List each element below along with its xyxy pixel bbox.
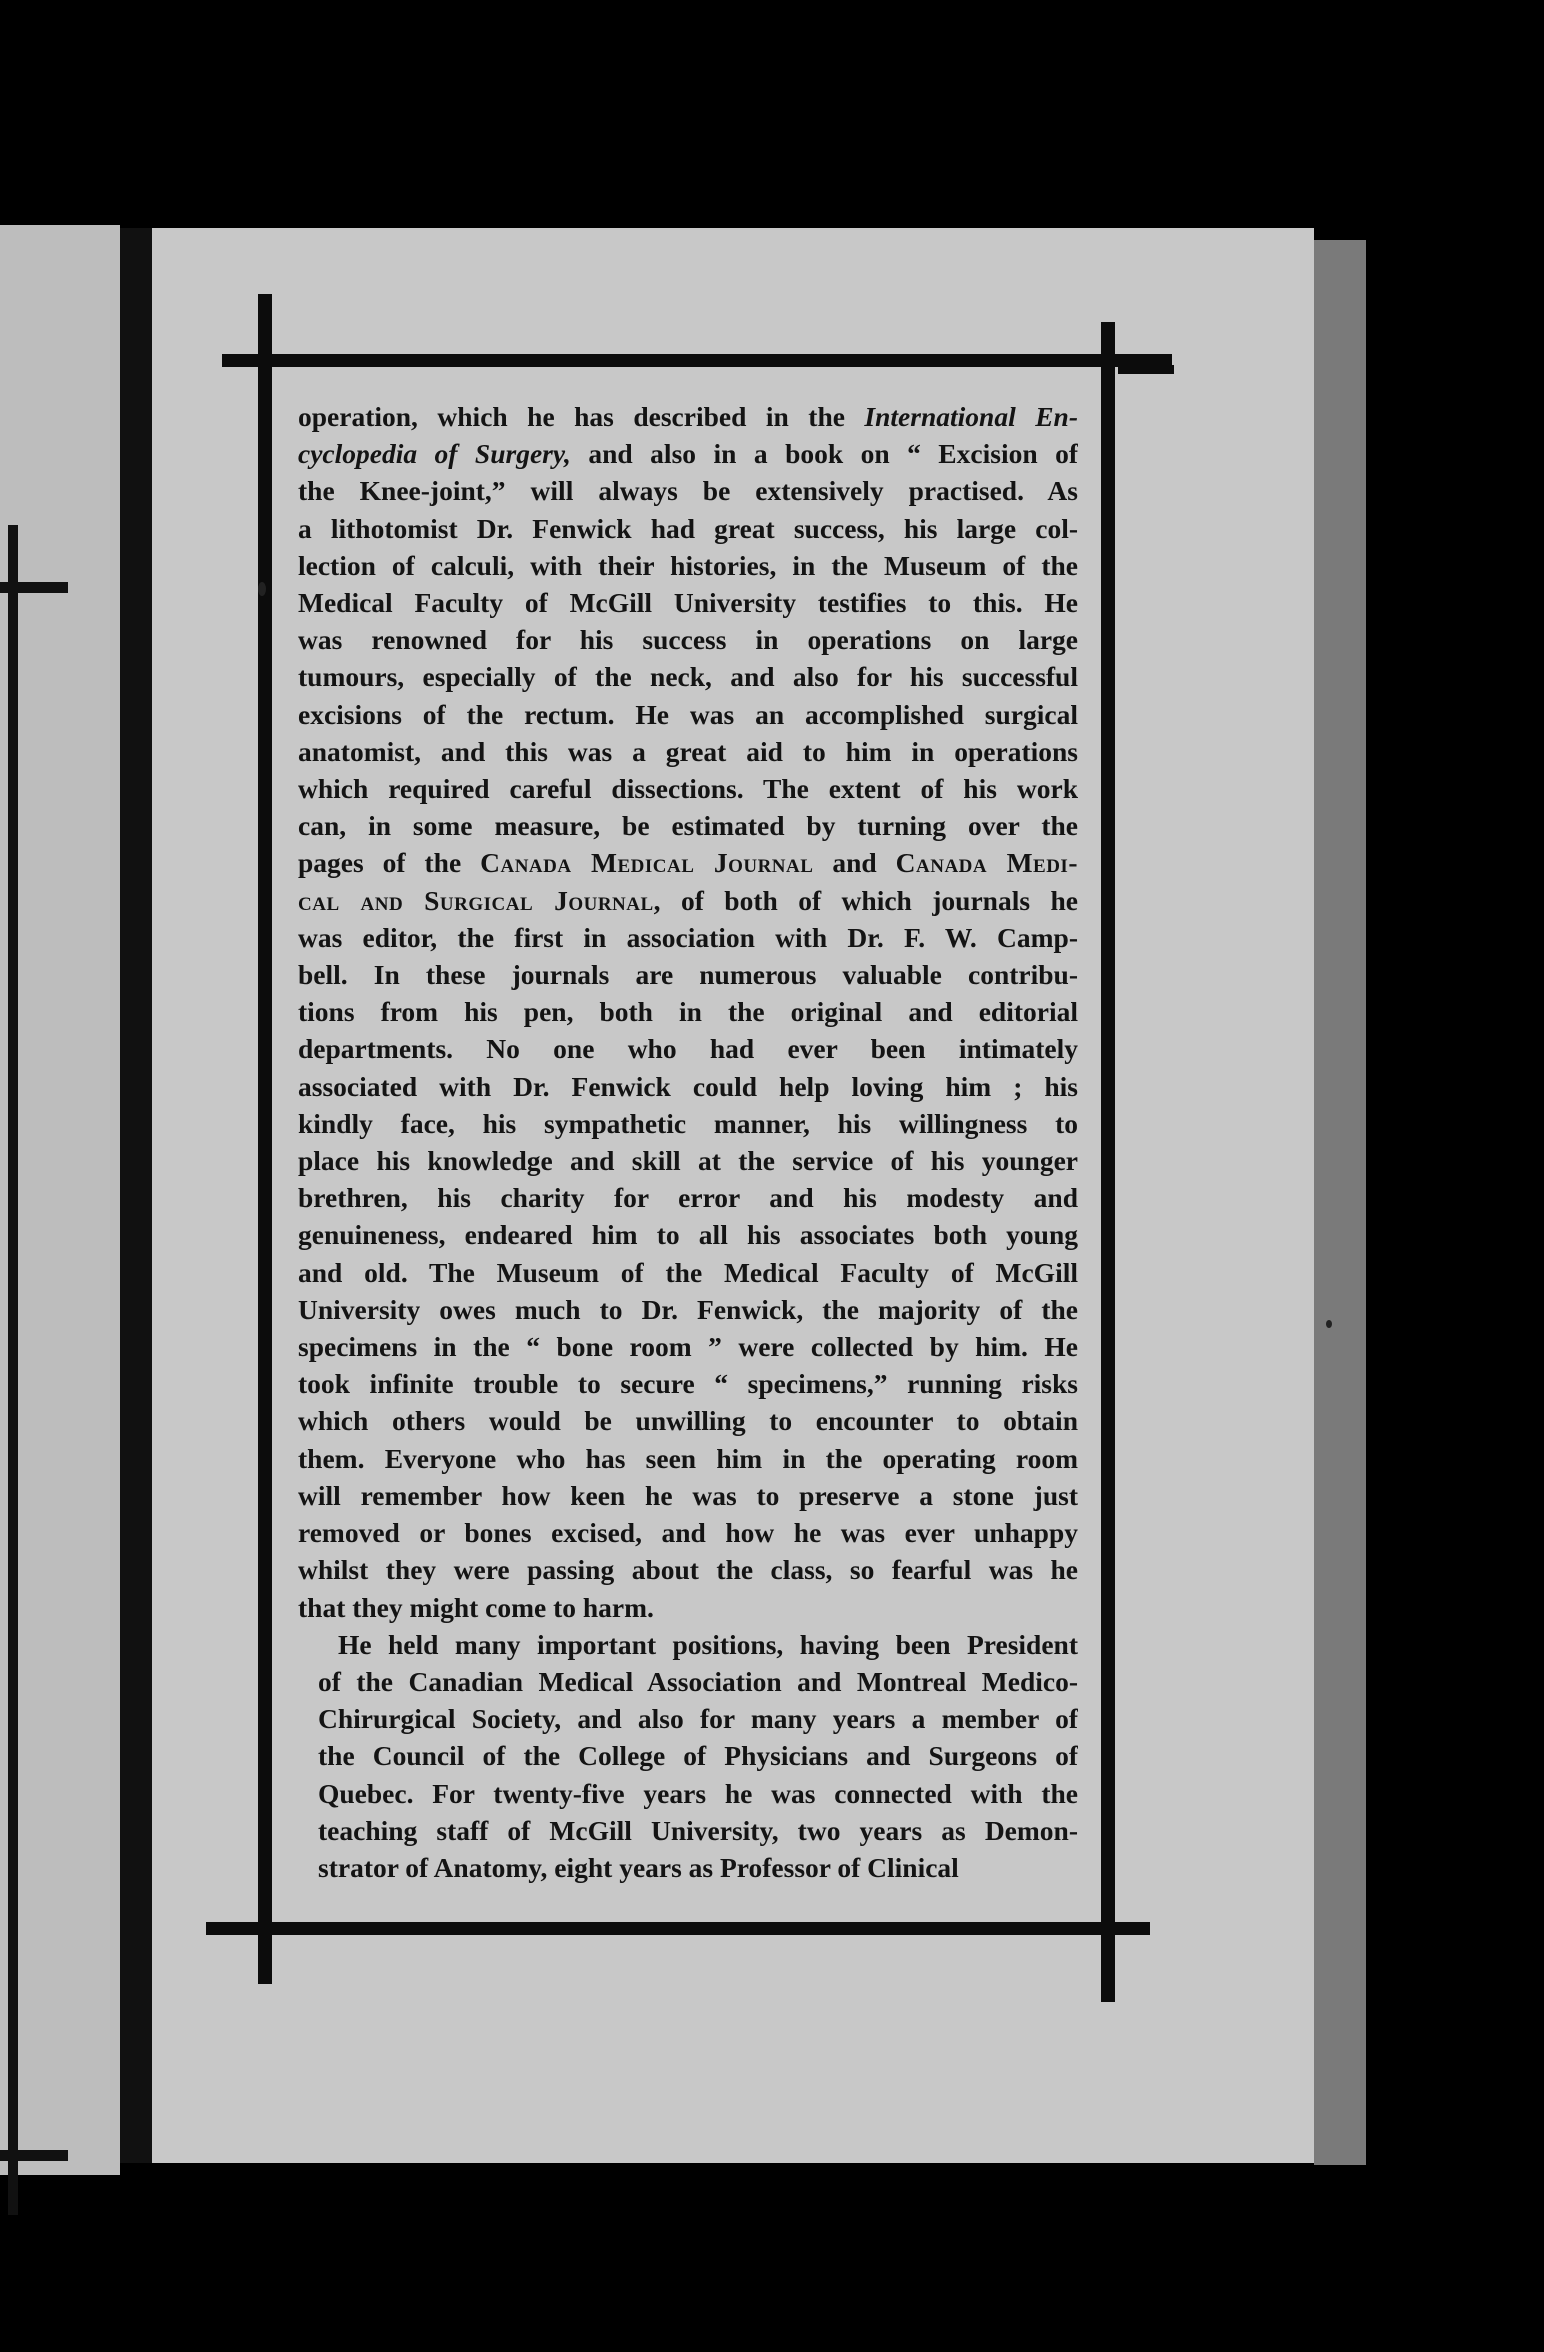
text-line xyxy=(298,844,1078,881)
text-line xyxy=(298,1440,1078,1477)
text-segment: was editor, the first in association with Dr. F. W. Camp- xyxy=(298,921,1078,953)
text-line xyxy=(298,1663,1078,1700)
text-segment: can, in some measure, be estimated by turning over the xyxy=(298,810,1078,842)
text-line xyxy=(298,658,1078,695)
text-line xyxy=(298,510,1078,547)
text-line xyxy=(298,1477,1078,1514)
text-segment: tions from his pen, both in the original and editorial xyxy=(298,996,1078,1028)
text-segment: strator of Anatomy, eight years as Professor of Clinical xyxy=(318,1851,959,1883)
text-segment: that they might come to harm. xyxy=(298,1591,654,1623)
text-segment: teaching staff of McGill University, two years as Demon- xyxy=(318,1814,1078,1846)
text-line xyxy=(298,1775,1078,1812)
text-segment: specimens in the “ bone room ” were collected by him. He xyxy=(298,1331,1078,1363)
text-segment: cyclopedia of Surgery, xyxy=(298,438,571,470)
text-line xyxy=(298,584,1078,621)
text-segment: Canada Medical Journal xyxy=(480,847,814,879)
text-segment: anatomist, and this was a great aid to him in operations xyxy=(298,735,1078,767)
text-segment: them. Everyone who has seen him in the operating room xyxy=(298,1442,1078,1474)
text-line xyxy=(298,696,1078,733)
text-segment: was renowned for his success in operations on large xyxy=(298,624,1078,656)
text-line xyxy=(298,1291,1078,1328)
text-segment: and old. The Museum of the Medical Faculty of McGill xyxy=(298,1256,1078,1288)
text-line xyxy=(298,807,1078,844)
text-segment: pages of the xyxy=(298,847,481,879)
paragraph xyxy=(298,1626,1078,1886)
text-line xyxy=(298,1812,1078,1849)
text-line xyxy=(298,1551,1078,1588)
text-line xyxy=(298,1626,1078,1663)
text-segment: , of both of which journals he xyxy=(653,884,1078,916)
text-line xyxy=(298,1402,1078,1439)
text-line xyxy=(298,1030,1078,1067)
text-segment: tumours, especially of the neck, and also for his successful xyxy=(298,661,1078,693)
text-line xyxy=(298,472,1078,509)
text-line xyxy=(298,1254,1078,1291)
text-line xyxy=(298,621,1078,658)
text-frame-left-rule xyxy=(258,294,272,1984)
ink-speck xyxy=(1326,1320,1332,1328)
text-segment: a lithotomist Dr. Fenwick had great success, his large col- xyxy=(298,512,1078,544)
text-line xyxy=(298,1216,1078,1253)
text-segment: the Council of the College of Physicians and Surgeons of xyxy=(318,1740,1078,1772)
text-segment: departments. No one who had ever been intimately xyxy=(298,1033,1078,1065)
text-line xyxy=(298,882,1078,919)
facing-page-border-top xyxy=(0,582,68,593)
text-line xyxy=(298,398,1078,435)
text-line xyxy=(298,1365,1078,1402)
ink-speck xyxy=(258,582,266,596)
text-frame-right-rule xyxy=(1101,322,1115,2002)
book-gutter xyxy=(120,228,152,2163)
text-segment: operation, which he has described in the xyxy=(298,401,865,432)
text-line xyxy=(298,1589,1078,1626)
text-line xyxy=(298,547,1078,584)
body-text xyxy=(298,398,1078,1886)
text-line xyxy=(298,1328,1078,1365)
text-segment: associated with Dr. Fenwick could help loving him ; his xyxy=(298,1070,1078,1102)
facing-page-border-vertical xyxy=(8,525,18,2215)
page-edge-shadow xyxy=(1314,240,1366,2165)
facing-page-fragment xyxy=(0,225,120,2175)
text-segment: whilst they were passing about the class, so fearful was he xyxy=(298,1554,1078,1586)
text-line xyxy=(298,1105,1078,1142)
text-segment: Quebec. For twenty-five years he was connected with the xyxy=(318,1777,1078,1809)
text-segment: lection of calculi, with their histories, in the Museum of the xyxy=(298,549,1078,581)
text-segment: genuineness, endeared him to all his associates both young xyxy=(298,1219,1078,1251)
text-line xyxy=(298,1737,1078,1774)
text-segment: Chirurgical Society, and also for many years a member of xyxy=(318,1703,1078,1735)
text-line xyxy=(298,733,1078,770)
text-line xyxy=(298,993,1078,1030)
text-line xyxy=(298,919,1078,956)
facing-page-border-bottom xyxy=(0,2150,68,2161)
text-line xyxy=(298,1849,1078,1886)
text-line xyxy=(298,435,1078,472)
text-segment: excisions of the rectum. He was an accomplished surgical xyxy=(298,698,1078,730)
text-line xyxy=(298,1514,1078,1551)
text-segment: University owes much to Dr. Fenwick, the majority of the xyxy=(298,1293,1078,1325)
text-line xyxy=(298,956,1078,993)
text-line xyxy=(298,1142,1078,1179)
text-segment: and xyxy=(813,847,896,879)
text-segment: bell. In these journals are numerous valuable contribu- xyxy=(298,959,1078,991)
text-frame-top-rule-extension xyxy=(1118,365,1174,374)
text-segment: Canada Medi- xyxy=(895,847,1078,879)
text-line xyxy=(298,1700,1078,1737)
text-line xyxy=(298,1179,1078,1216)
text-segment: International En- xyxy=(864,401,1078,432)
text-segment: brethren, his charity for error and his modesty and xyxy=(298,1182,1078,1214)
text-segment: will remember how keen he was to preserve a stone just xyxy=(298,1479,1078,1511)
text-segment: which required careful dissections. The extent of his work xyxy=(298,773,1078,805)
text-segment: Medical Faculty of McGill University testifies to this. He xyxy=(298,587,1078,619)
text-segment: cal and Surgical Journal xyxy=(298,884,654,916)
text-frame-top-rule xyxy=(222,354,1172,367)
text-segment: removed or bones excised, and how he was ever unhappy xyxy=(298,1517,1078,1549)
text-segment: the Knee-joint,” will always be extensively practised. As xyxy=(298,475,1078,507)
text-segment: which others would be unwilling to encounter to obtain xyxy=(298,1405,1078,1437)
text-segment: He held many important positions, having been President xyxy=(338,1628,1078,1660)
text-frame-bottom-rule xyxy=(206,1922,1150,1935)
paragraph xyxy=(298,398,1078,1626)
text-segment: took infinite trouble to secure “ specimens,” running risks xyxy=(298,1368,1078,1400)
text-segment: of the Canadian Medical Association and Montreal Medico- xyxy=(318,1665,1078,1697)
text-line xyxy=(298,770,1078,807)
text-segment: and also in a book on “ Excision of xyxy=(570,438,1078,470)
text-segment: place his knowledge and skill at the service of his younger xyxy=(298,1145,1078,1177)
text-segment: kindly face, his sympathetic manner, his willingness to xyxy=(298,1107,1078,1139)
text-line xyxy=(298,1068,1078,1105)
